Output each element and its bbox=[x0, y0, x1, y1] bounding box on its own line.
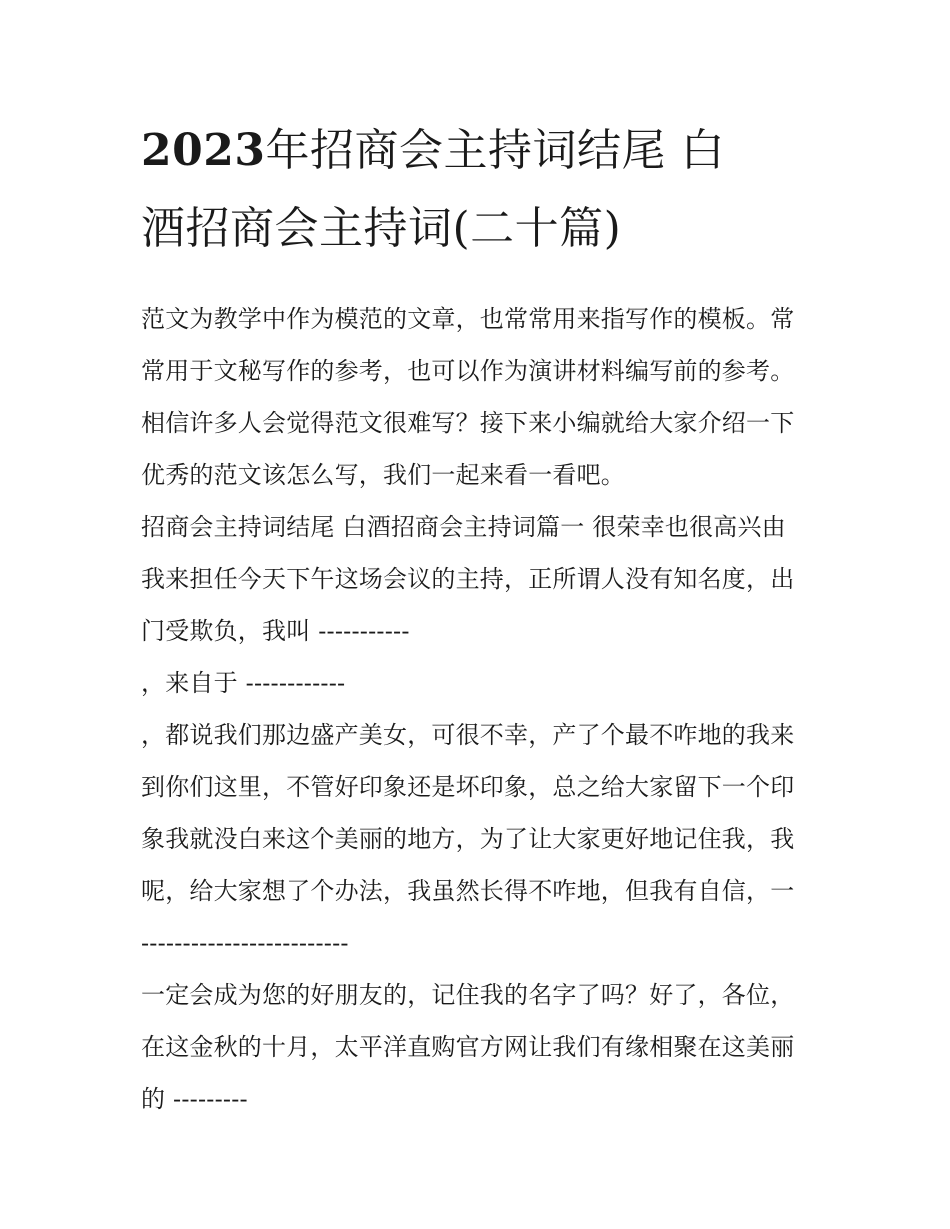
body-line: 常用于文秘写作的参考，也可以作为演讲材料编写前的参考。 bbox=[141, 357, 795, 385]
body-line: 门受欺负，我叫 ----------- bbox=[141, 617, 410, 645]
body-line: 一定会成为您的好朋友的，记住我的名字了吗？好了，各位， bbox=[141, 981, 795, 1009]
body-line: 范文为教学中作为模范的文章，也常常用来指写作的模板。常 bbox=[141, 305, 795, 333]
body-line: 我来担任今天下午这场会议的主持，正所谓人没有知名度，出 bbox=[141, 565, 795, 593]
title-line-2: 酒招商会主持词(二十篇) bbox=[141, 203, 622, 254]
document-body bbox=[141, 293, 813, 1125]
body-line: 呢，给大家想了个办法，我虽然长得不咋地，但我有自信，一 bbox=[141, 877, 795, 905]
body-line: 象我就没白来这个美丽的地方，为了让大家更好地记住我，我 bbox=[141, 825, 795, 853]
title-year: 2023 bbox=[141, 125, 266, 176]
body-line: 在这金秋的十月，太平洋直购官方网让我们有缘相聚在这美丽 bbox=[141, 1033, 795, 1061]
body-line: ，来自于 ------------ bbox=[141, 669, 346, 697]
body-line: 到你们这里，不管好印象还是坏印象，总之给大家留下一个印 bbox=[141, 773, 795, 801]
body-line: ，都说我们那边盛产美女，可很不幸，产了个最不咋地的我来 bbox=[141, 721, 795, 749]
body-line: 招商会主持词结尾 白酒招商会主持词篇一 很荣幸也很高兴由 bbox=[141, 513, 786, 541]
document-page bbox=[141, 112, 813, 1125]
body-line: 优秀的范文该怎么写，我们一起来看一看吧。 bbox=[141, 461, 625, 489]
title-line-1-text: 年招商会主持词结尾 白 bbox=[265, 125, 725, 176]
body-line: ------------------------- bbox=[141, 929, 349, 957]
document-title bbox=[141, 112, 813, 268]
title-line-1 bbox=[141, 112, 813, 190]
body-line: 的 --------- bbox=[141, 1085, 248, 1113]
body-line: 相信许多人会觉得范文很难写？接下来小编就给大家介绍一下 bbox=[141, 409, 795, 437]
